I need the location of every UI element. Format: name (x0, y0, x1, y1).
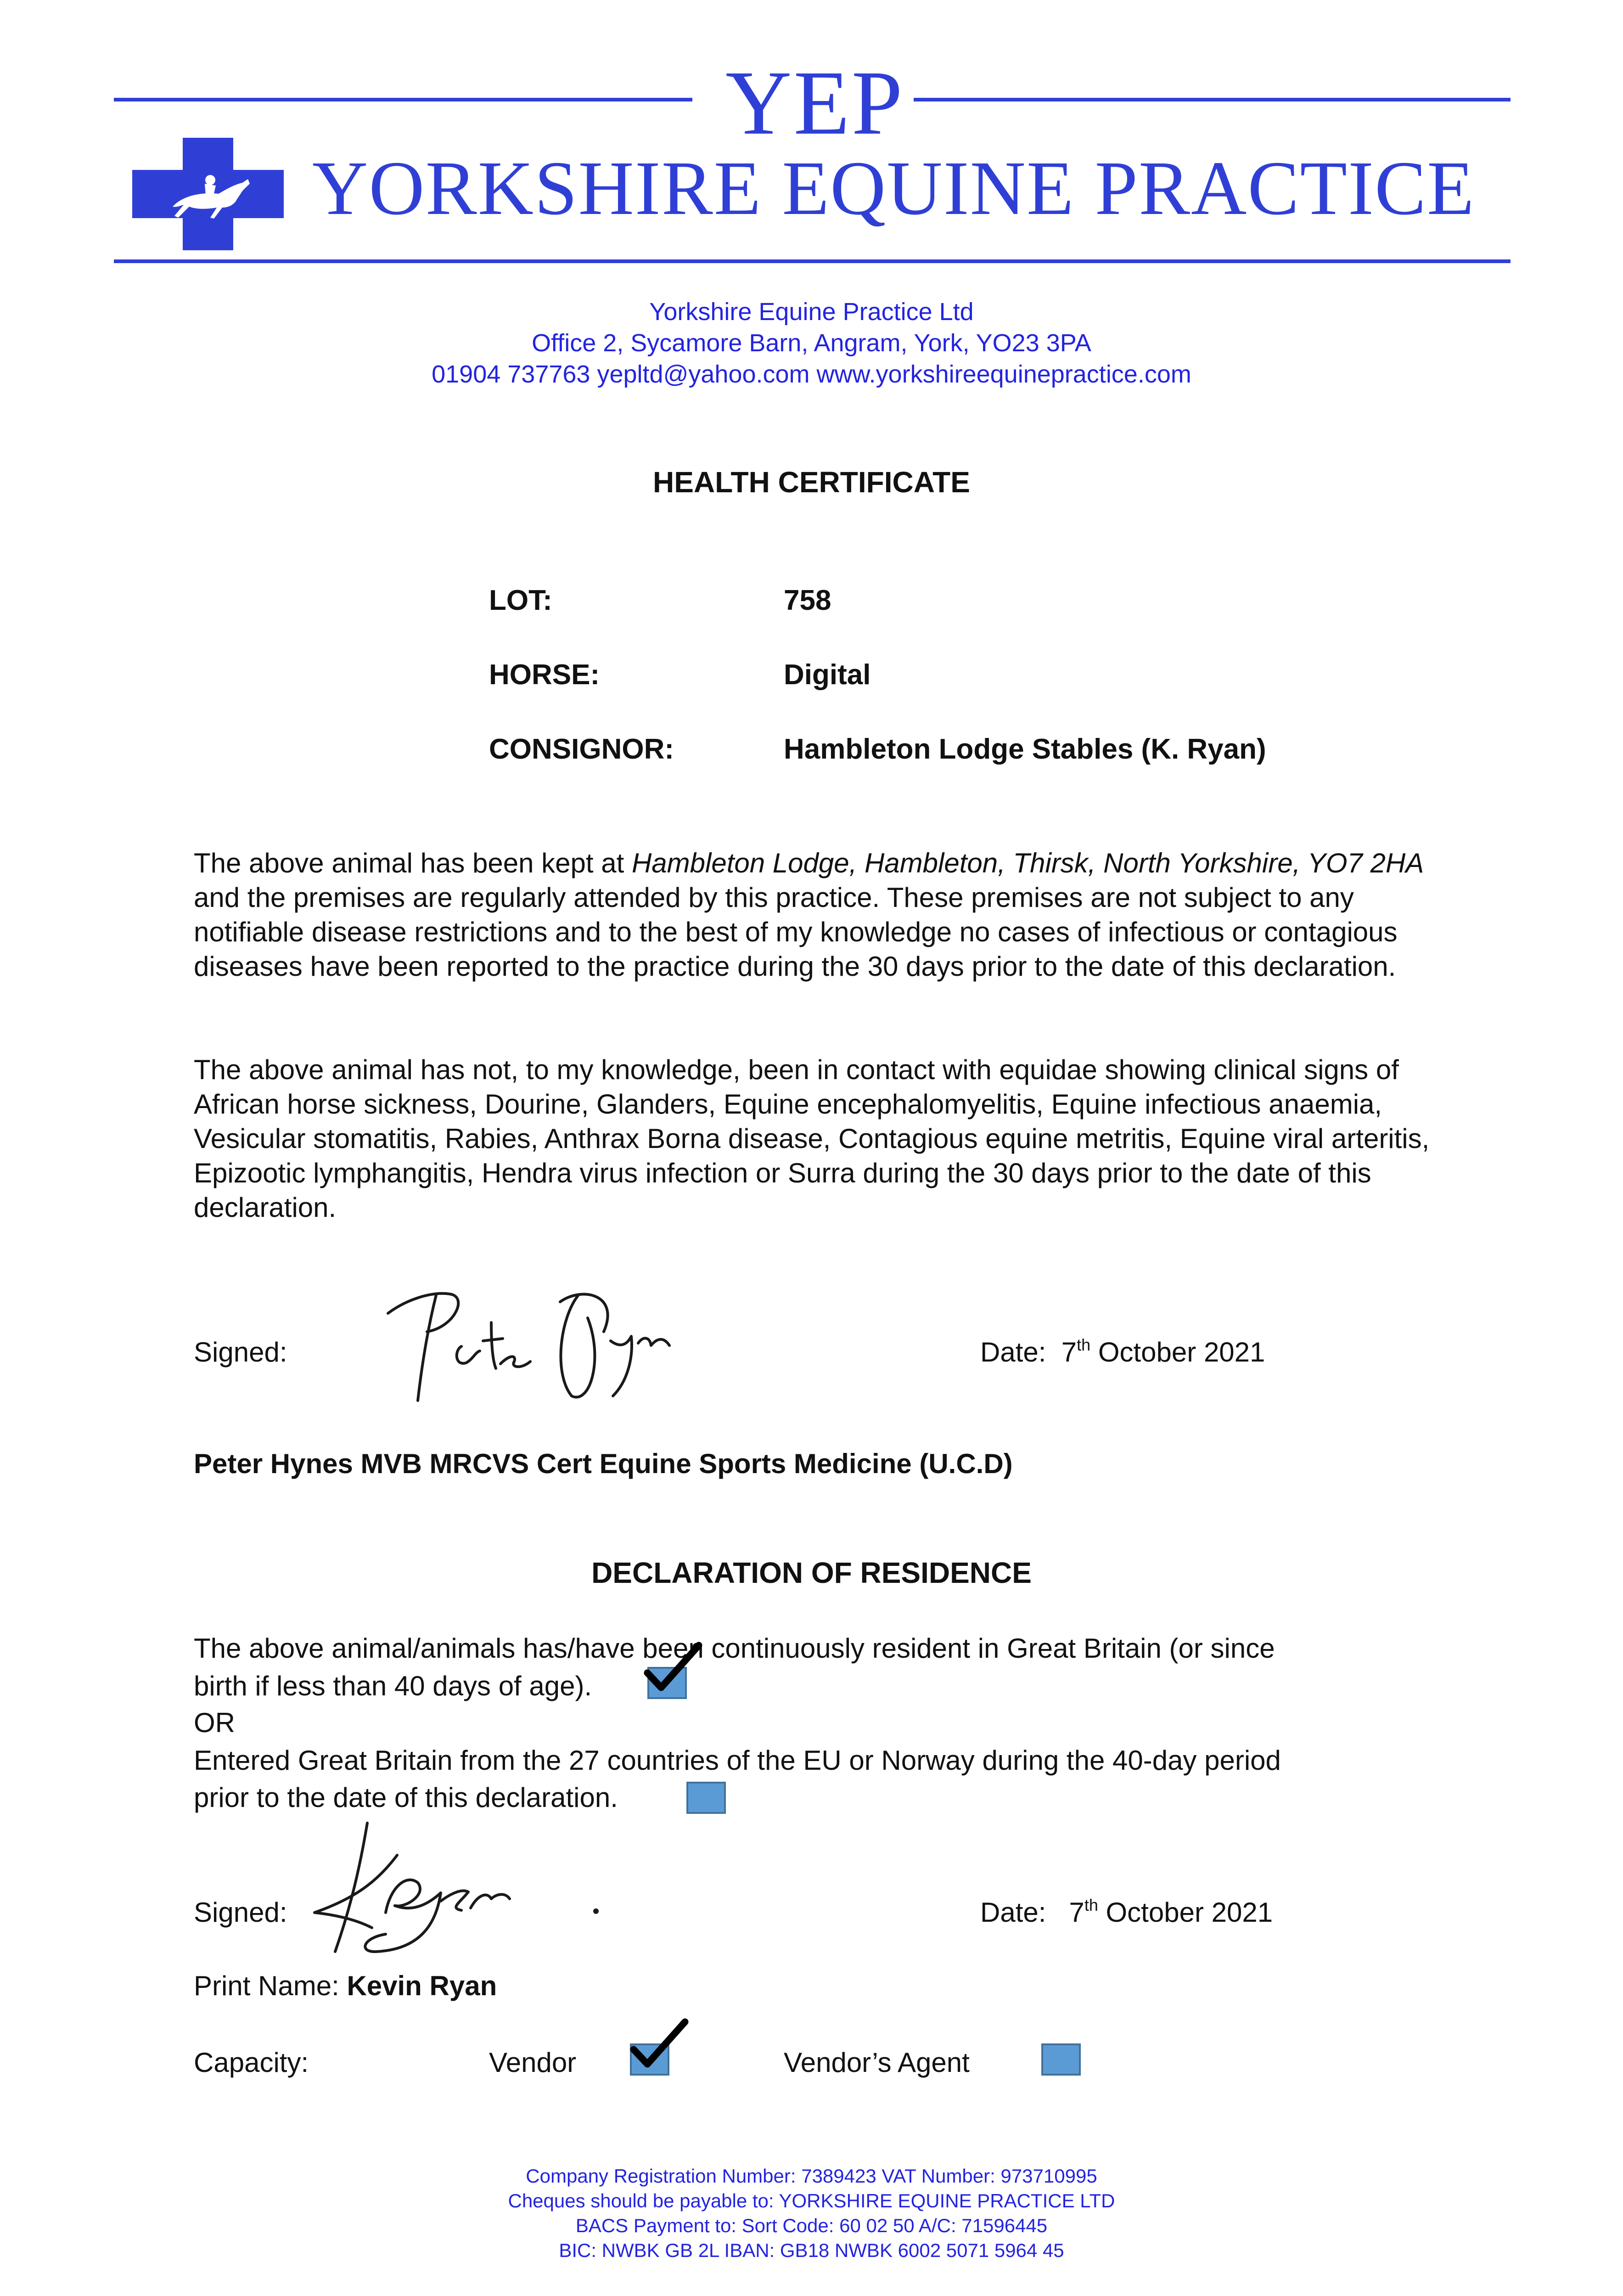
horse-label: HORSE: (489, 659, 600, 691)
contact-paragraph: The above animal has not, to my knowledge, been in contact with equidae showing clinical signs of African horse sickness, Dourine, Glanders, Equine encephalomyelitis, Equine infectious anaemia, Vesicular stomatitis, Rabies, Anthrax Borna disease, Contagious equine metritis, Equine viral arteritis, Epizootic lymphangitis, Hendra virus infection or Surra during the 30 days prior to the date of this declaration. (194, 1054, 1430, 1223)
header-rule-bottom (114, 259, 1511, 263)
horse-value: Digital (784, 659, 871, 691)
vendor-option-label: Vendor (489, 2047, 577, 2078)
premises-location: Hambleton Lodge, Hambleton, Thirsk, North Yorkshire, YO7 2HA (631, 848, 1424, 878)
residence-option2-line2: prior to the date of this declaration. (194, 1782, 618, 1813)
vet-date-day: 7 (1061, 1337, 1077, 1367)
address-contact: 01904 737763 yepltd@yahoo.com www.yorkshireequinepractice.com (432, 360, 1191, 388)
medical-cross-horse-logo (132, 138, 284, 250)
footer-bic-iban: BIC: NWBK GB 2L IBAN: GB18 NWBK 6002 5071 5964 45 (559, 2240, 1064, 2261)
vendor-date-suffix: th (1084, 1896, 1098, 1914)
premises-paragraph (194, 846, 1443, 984)
header-rule-right (914, 98, 1511, 101)
vendor-signed-label: Signed: (194, 1897, 287, 1928)
vendor-date-rest: October 2021 (1098, 1897, 1273, 1928)
vendor-signature (308, 1814, 629, 1965)
consignor-value: Hambleton Lodge Stables (K. Ryan) (784, 733, 1266, 765)
checkmark-icon (629, 2018, 689, 2071)
vet-signature (363, 1267, 684, 1410)
footer-registration: Company Registration Number: 7389423 VAT Number: 973710995 (526, 2165, 1097, 2187)
address-company: Yorkshire Equine Practice Ltd (649, 298, 974, 326)
residence-option2-line1: Entered Great Britain from the 27 countries of the EU or Norway during the 40-day period (194, 1745, 1281, 1776)
vet-date (980, 1334, 1265, 1371)
vendors-agent-checkbox[interactable] (1041, 2043, 1081, 2076)
vet-name: Peter Hynes MVB MRCVS Cert Equine Sports Medicine (U.C.D) (194, 1448, 1013, 1479)
vet-date-rest: October 2021 (1090, 1337, 1265, 1367)
residence-option1-line1: The above animal/animals has/have been continuously resident in Great Britain (or since (194, 1633, 1275, 1664)
certificate-title: HEALTH CERTIFICATE (653, 466, 970, 499)
print-name (194, 1968, 497, 2004)
premises-paragraph-start: The above animal has been kept at (194, 848, 632, 878)
vendor-date (980, 1894, 1273, 1931)
checkmark-icon (643, 1642, 702, 1694)
premises-paragraph-end: and the premises are regularly attended by this practice. These premises are not subject to any notifiable disease restrictions and to the best of my knowledge no cases of infectious or contagious diseases have been reported to the practice during the 30 days prior to the date of this declaration. (194, 882, 1398, 982)
declaration-title: DECLARATION OF RESIDENCE (591, 1556, 1032, 1589)
lot-label: LOT: (489, 585, 552, 616)
capacity-label: Capacity: (194, 2047, 309, 2078)
footer-cheques: Cheques should be payable to: YORKSHIRE EQUINE PRACTICE LTD (508, 2190, 1115, 2212)
vendor-date-day: 7 (1069, 1897, 1084, 1928)
vendor-date-label: Date: (980, 1897, 1046, 1928)
address-street: Office 2, Sycamore Barn, Angram, York, YO23 3PA (532, 329, 1091, 357)
practice-abbreviation: YEP (725, 52, 904, 154)
or-separator: OR (194, 1707, 235, 1738)
footer-bacs: BACS Payment to: Sort Code: 60 02 50 A/C: 71596445 (575, 2215, 1048, 2236)
residence-option1-line2: birth if less than 40 days of age). (194, 1671, 592, 1701)
vet-date-label: Date: (980, 1337, 1046, 1367)
print-name-value: Kevin Ryan (347, 1970, 497, 2001)
practice-name: YORKSHIRE EQUINE PRACTICE (312, 146, 1475, 231)
vet-signed-label: Signed: (194, 1337, 287, 1367)
vet-date-suffix: th (1077, 1335, 1091, 1354)
vendors-agent-option-label: Vendor’s Agent (784, 2047, 970, 2078)
consignor-label: CONSIGNOR: (489, 733, 674, 765)
residence-option2-checkbox[interactable] (686, 1782, 726, 1814)
print-name-label: Print Name: (194, 1970, 347, 2001)
lot-value: 758 (784, 585, 831, 616)
